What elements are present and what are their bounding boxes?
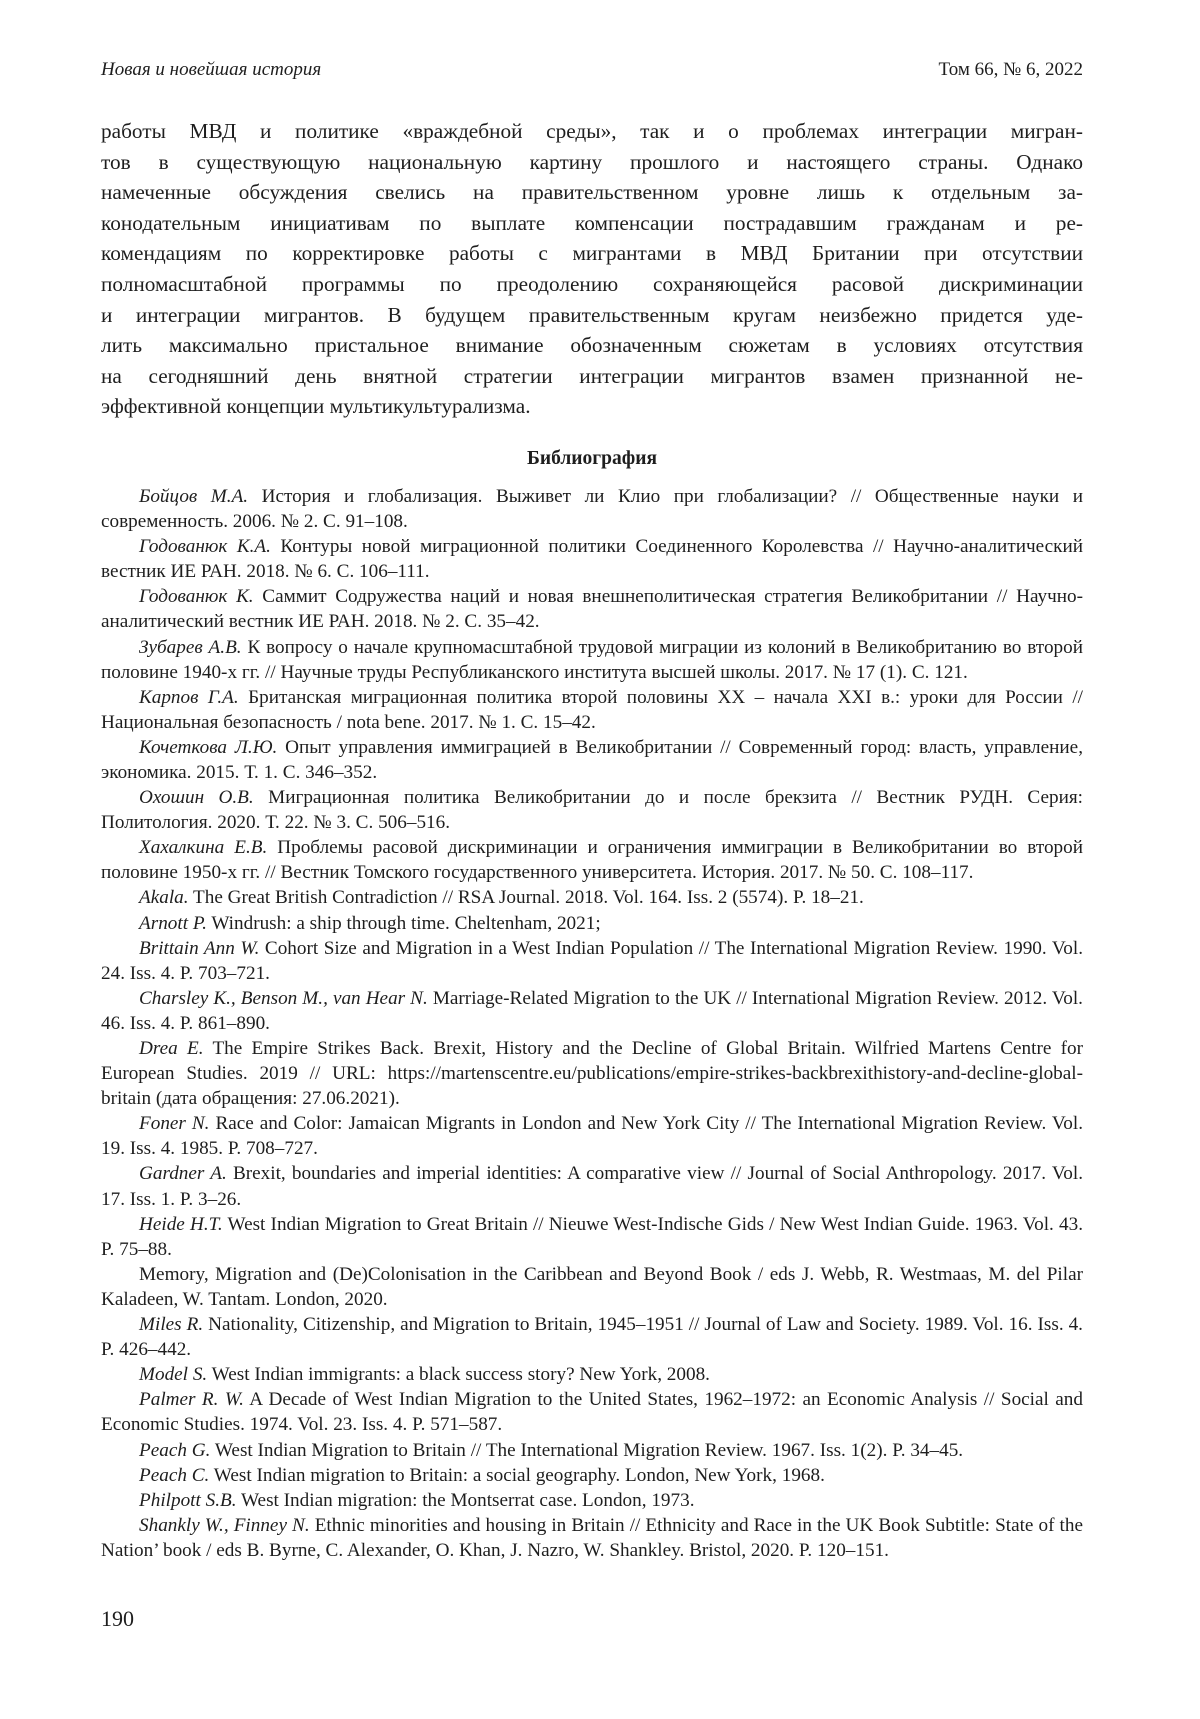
reference-item xyxy=(101,1513,1083,1563)
reference-item xyxy=(101,584,1083,634)
reference-author: Miles R. xyxy=(139,1314,203,1335)
paragraph-line: и интеграции мигрантов. В будущем правительственным кругам неизбежно придется уде- xyxy=(101,300,1083,331)
page-number: 190 xyxy=(101,1606,134,1632)
reference-item xyxy=(101,1036,1083,1111)
reference-text: История и глобализация. Выживет ли Клио при глобализации? // Общественные науки и современность. 2006. № 2. С. 91–108. xyxy=(101,486,1083,532)
reference-item xyxy=(101,735,1083,785)
reference-author: Годованюк К.А. xyxy=(139,536,271,557)
paragraph-line: на сегодняшний день внятной стратегии интеграции мигрантов взамен признанной не- xyxy=(101,361,1083,392)
paragraph-line: эффективной концепции мультикультурализма. xyxy=(101,391,1083,422)
reference-text: Миграционная политика Великобритании до и после брекзита // Вестник РУДН. Серия: Политология. 2020. Т. 22. № 3. С. 506–516. xyxy=(101,787,1083,833)
reference-author: Карпов Г.А. xyxy=(139,687,239,708)
reference-item xyxy=(101,835,1083,885)
reference-author: Peach G. xyxy=(139,1440,210,1461)
running-header xyxy=(101,58,1083,82)
reference-text: West Indian migration to Britain: a social geography. London, New York, 1968. xyxy=(209,1465,825,1486)
reference-text: Cohort Size and Migration in a West Indian Population // The International Migration Review. 1990. Vol. 24. Iss. 4. P. 703–721. xyxy=(101,938,1083,984)
paragraph-line: комендациям по корректировке работы с мигрантами в МВД Британии при отсутствии xyxy=(101,238,1083,269)
reference-author: Бойцов М.А. xyxy=(139,486,248,507)
reference-item xyxy=(101,1438,1083,1463)
reference-item xyxy=(101,1161,1083,1211)
journal-title: Новая и новейшая история xyxy=(101,58,321,82)
reference-item xyxy=(101,885,1083,910)
reference-item xyxy=(101,1362,1083,1387)
paragraph-line: работы МВД и политике «враждебной среды», так и о проблемах интеграции мигран- xyxy=(101,116,1083,147)
reference-author: Philpott S.B. xyxy=(139,1490,237,1511)
bibliography-heading: Библиография xyxy=(101,446,1083,472)
reference-item xyxy=(101,1111,1083,1161)
paragraph-line: полномасштабной программы по преодолению сохраняющейся расовой дискриминации xyxy=(101,269,1083,300)
reference-text: West Indian migration: the Montserrat case. London, 1973. xyxy=(237,1490,695,1511)
reference-item xyxy=(101,484,1083,534)
reference-author: Peach C. xyxy=(139,1465,209,1486)
reference-text: Британская миграционная политика второй половины XX – начала XXI в.: уроки для России // Национальная безопасность / nota bene. 2017. № 1. С. 15–42. xyxy=(101,687,1083,733)
reference-text: К вопросу о начале крупномасштабной трудовой миграции из колоний в Великобританию во второй половине 1940-х гг. // Научные труды Республиканского института высшей школы. 2017. № 17 (1). С. 121. xyxy=(101,637,1083,683)
reference-text: Windrush: a ship through time. Cheltenham, 2021; xyxy=(207,913,601,934)
reference-author: Arnott P. xyxy=(139,913,207,934)
reference-author: Drea E. xyxy=(139,1038,204,1059)
paragraph-line: конодательным инициативам по выплате компенсации пострадавшим гражданам и ре- xyxy=(101,208,1083,239)
reference-text: Контуры новой миграционной политики Соединенного Королевства // Научно-аналитический вестник ИЕ РАН. 2018. № 6. С. 106–111. xyxy=(101,536,1083,582)
reference-author: Foner N. xyxy=(139,1113,209,1134)
reference-author: Akala. xyxy=(139,887,189,908)
reference-item xyxy=(101,936,1083,986)
reference-author: Зубарев А.В. xyxy=(139,637,242,658)
reference-text: Memory, Migration and (De)Colonisation in the Caribbean and Beyond Book / eds J. Webb, R. Westmaas, M. del Pilar Kaladeen, W. Tantam. London, 2020. xyxy=(101,1264,1083,1310)
reference-item xyxy=(101,986,1083,1036)
reference-text: West Indian Migration to Britain // The International Migration Review. 1967. Iss. 1(2). P. 34–45. xyxy=(210,1440,963,1461)
reference-item xyxy=(101,635,1083,685)
paragraph-line: лить максимально пристальное внимание обозначенным сюжетам в условиях отсутствия xyxy=(101,330,1083,361)
reference-text: Race and Color: Jamaican Migrants in London and New York City // The International Migration Review. Vol. 19. Iss. 4. 1985. P. 708–727. xyxy=(101,1113,1083,1159)
paragraph-line: тов в существующую национальную картину прошлого и настоящего страны. Однако xyxy=(101,147,1083,178)
reference-item xyxy=(101,1463,1083,1488)
reference-text: The Empire Strikes Back. Brexit, History and the Decline of Global Britain. Wilfried Martens Centre for European Studies. 2019 // URL: https://martenscentre.eu/publications/empire-strikes-backbrexithistory-and-decline-global-britain (дата обращения: 27.06.2021). xyxy=(101,1038,1083,1109)
reference-item xyxy=(101,785,1083,835)
issue-info: Том 66, № 6, 2022 xyxy=(939,58,1083,82)
reference-author: Brittain Ann W. xyxy=(139,938,259,959)
reference-author: Gardner A. xyxy=(139,1163,227,1184)
reference-text: The Great British Contradiction // RSA Journal. 2018. Vol. 164. Iss. 2 (5574). P. 18–21. xyxy=(189,887,864,908)
reference-item xyxy=(101,534,1083,584)
reference-text: Ethnic minorities and housing in Britain // Ethnicity and Race in the UK Book Subtitle: State of the Nation’ book / eds B. Byrne, C. Alexander, O. Khan, J. Nazro, W. Shankley. Bristol, 2020. P. 120–151. xyxy=(101,1515,1083,1561)
reference-item xyxy=(101,1212,1083,1262)
reference-text: Brexit, boundaries and imperial identities: A comparative view // Journal of Social Anthropology. 2017. Vol. 17. Iss. 1. P. 3–26. xyxy=(101,1163,1083,1209)
body-paragraph xyxy=(101,116,1083,422)
reference-item xyxy=(101,911,1083,936)
reference-author: Охошин О.В. xyxy=(139,787,254,808)
reference-text: Опыт управления иммиграцией в Великобритании // Современный город: власть, управление, экономика. 2015. Т. 1. С. 346–352. xyxy=(101,737,1083,783)
page xyxy=(101,58,1083,1563)
reference-item xyxy=(101,1312,1083,1362)
reference-item xyxy=(101,1488,1083,1513)
reference-author: Charsley K., Benson M., van Hear N. xyxy=(139,988,428,1009)
reference-text: A Decade of West Indian Migration to the United States, 1962–1972: an Economic Analysis // Social and Economic Studies. 1974. Vol. 23. Iss. 4. P. 571–587. xyxy=(101,1389,1083,1435)
reference-text: West Indian immigrants: a black success story? New York, 2008. xyxy=(207,1364,710,1385)
reference-text: Саммит Содружества наций и новая внешнеполитическая стратегия Великобритании // Научно-аналитический вестник ИЕ РАН. 2018. № 2. С. 35–42. xyxy=(101,586,1083,632)
reference-author: Heide H.T. xyxy=(139,1214,223,1235)
reference-item xyxy=(101,1262,1083,1312)
reference-item xyxy=(101,685,1083,735)
reference-text: West Indian Migration to Great Britain // Nieuwe West-Indische Gids / New West Indian Guide. 1963. Vol. 43. P. 75–88. xyxy=(101,1214,1083,1260)
reference-text: Проблемы расовой дискриминации и ограничения иммиграции в Великобритании во второй половине 1950-х гг. // Вестник Томского государственного университета. История. 2017. № 50. С. 108–117. xyxy=(101,837,1083,883)
reference-author: Хахалкина Е.В. xyxy=(139,837,267,858)
reference-text: Marriage-Related Migration to the UK // International Migration Review. 2012. Vol. 46. Iss. 4. P. 861–890. xyxy=(101,988,1083,1034)
bibliography-list xyxy=(101,484,1083,1563)
reference-author: Shankly W., Finney N. xyxy=(139,1515,310,1536)
reference-author: Model S. xyxy=(139,1364,207,1385)
reference-author: Кочеткова Л.Ю. xyxy=(139,737,277,758)
reference-author: Palmer R. W. xyxy=(139,1389,244,1410)
reference-author: Годованюк К. xyxy=(139,586,254,607)
reference-text: Nationality, Citizenship, and Migration to Britain, 1945–1951 // Journal of Law and Society. 1989. Vol. 16. Iss. 4. P. 426–442. xyxy=(101,1314,1083,1360)
reference-item xyxy=(101,1387,1083,1437)
paragraph-line: намеченные обсуждения свелись на правительственном уровне лишь к отдельным за- xyxy=(101,177,1083,208)
